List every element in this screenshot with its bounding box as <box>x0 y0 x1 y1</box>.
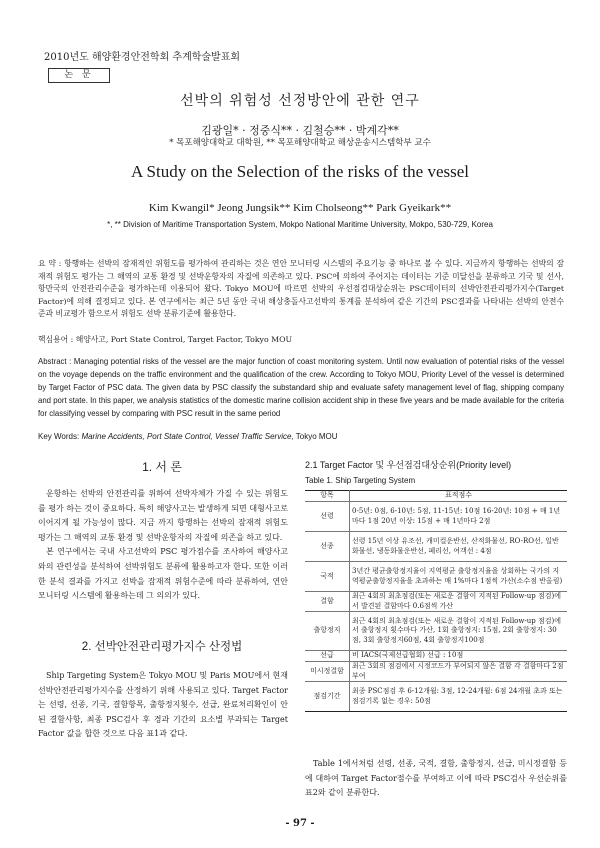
score-cell: 3년간 평균출항정지율이 지역평균 출항정지율을 상회하는 국가의 지역평균출항정지율을 초과하는 매 1%마다 1점씩 가산(소수점 반올림) <box>350 562 568 592</box>
item-cell: 선령 <box>305 502 350 532</box>
table-header-row <box>305 491 567 502</box>
section-2-body: Ship Targeting System은 Tokyo MOU 및 Paris MOU에서 현재 선박안전관리평가지수를 산정하기 위해 사용되고 있다. Target Factor 는 선령, 선종, 기국, 결함항목, 출항정지횟수, 선급, 완료처리확인이 안된 결함사항, 최종 PSC검사 후 경과 기간의 요소별 부과되는 Target Factor 값을 합한 것으로 다음 표1과 같다. <box>38 671 288 739</box>
item-cell: 점검기간 <box>305 682 350 712</box>
table-row <box>305 592 567 612</box>
title-english: A Study on the Selection of the risks of the vessel <box>130 162 470 181</box>
authors-english: Kim Kwangil* Jeong Jungsik** Kim Cholseong** Park Gyeikark** <box>148 202 452 214</box>
score-cell: 비 IACS(국제선급협회) 선급 : 10점 <box>350 651 568 662</box>
keywords-label: Key Words: <box>38 432 80 441</box>
score-cell: 0-5년: 0점, 6-10년: 5점, 11-15년: 10점 16-20년: 10점 + 매 1년 마다 1점 20년 이상: 15점 + 매 1년마다 2점 <box>350 502 568 532</box>
keywords-english <box>38 432 564 441</box>
item-cell: 미시정결함 <box>305 662 350 682</box>
title-korean: 선박의 위험성 선정방안에 관한 연구 <box>180 93 420 109</box>
affiliation-english: *, ** Division of Maritime Transportation System, Mokpo National Maritime University, Mokpo, 530-729, Korea <box>107 220 493 229</box>
table-row <box>305 682 567 712</box>
table-row <box>305 532 567 562</box>
table-row <box>305 562 567 592</box>
keywords-last: Tokyo MOU <box>295 432 338 441</box>
column-header: 표적점수 <box>350 491 568 502</box>
item-cell: 선종 <box>305 532 350 562</box>
column-header: 항목 <box>305 491 350 502</box>
score-cell: 최근 4회의 최초점검(또는 새로운 결함이 지적된 Follow-up 점검)에서 출항정지 횟수마다 가산, 1회 출항정지: 15점, 2회 출항정지: 30점, 3회 출항정지60점, 4회 출항정지100점 <box>350 612 568 651</box>
authors-korean: 김광일* · 정중식** · 김철승** · 박계각** <box>201 124 399 137</box>
item-cell: 선급 <box>305 651 350 662</box>
abstract-english: Abstract : Managing potential risks of the vessel are the major function of coast monitoring system. Until now evaluation of potential risks of the vessel on the voyage depends on the traffic environment and the qualification of the crew. According to Tokyo MOU, Priority Level of the vessel is determined by Target Factor of PSC data. The given data by PSC classify the substandard ship and evaluate safety management level of flag, shipping company and port state. In this paper, we analysis statistics of the domestic marine collision accident ship in these five years and be made available for the criteria for classifying vessel by comparing with PSC result in the same period <box>38 357 564 418</box>
score-cell: 최근 4회의 최초점검(또는 새로운 결함이 지적된 Follow-up 점검)에서 발견된 결함마다 0.6점씩 가산 <box>350 592 568 612</box>
page-number: - 97 - <box>285 818 315 829</box>
section-1-heading: 1. 서 론 <box>142 460 182 474</box>
table-row <box>305 662 567 682</box>
item-cell: 국적 <box>305 562 350 592</box>
section-2-1-body: Table 1에서처럼 선령, 선종, 국적, 결함, 출항정지, 선급, 미시정결함 등에 대하여 Target Factor점수를 부여하고 이에 따라 PSC검사 우선순위를 표2와 같이 분류한다. <box>305 759 567 798</box>
section-2-1-heading: 2.1 Target Factor 및 우선점검대상순위(Priority level) <box>305 460 512 470</box>
proceedings-header: 2010년도 해양환경안전학회 추계학술발표회 <box>44 52 241 63</box>
keywords-items: Marine Accidents, Port State Control, Vessel Traffic Service, <box>81 432 294 441</box>
keywords-korean: 핵심용어 : 해양사고, Port State Control, Target Factor, Tokyo MOU <box>38 335 293 344</box>
abstract-korean: 요 약 : 항행하는 선박의 잠재적인 위험도를 평가하여 관리하는 것은 연안 모니터링 시스템의 주요기능 중 하나로 볼 수 있다. 지금까지 항행하는 선박의 잠재적 위험도 평가는 그 해역의 교통 환경 및 선박운항자의 자질에 의존하고 있다. PSC에 의하여 주어지는 데이터는 기준 미달선을 분류하고 기국 및 선사, 항만국의 안전관리수준을 평가하는데 이용되어 왔다. Tokyo MOU에 따르면 선박의 우선점검대상순위는 PSC데이터의 선박안전관리평가지수(Target Factor)에 의해 결정되고 있다. 본 연구에서는 최근 5년 동안 국내 해상충돌사고선박의 통계를 분석하여 같은 기간의 PSC결과를 나타내는 선박의 안전수준과 비교평가 함으로서 위험도 선박 분류기준에 활용한다. <box>38 259 565 318</box>
paragraph: 운항하는 선박의 안전관리를 위하여 선박자체가 가질 수 있는 위험도를 평가 하는 것이 중요하다. 특히 해양사고는 발생하게 되면 대형사고로 이어지게 될 가능성이 많다. 지금 까지 항행하는 선박의 잠재적 위험도 평가는 그 해역의 교통 환경 및 선박운항자의 자질에 의존을 하고 있다. <box>38 489 288 542</box>
table-row <box>305 502 567 532</box>
item-cell: 출항정지 <box>305 612 350 651</box>
ship-targeting-table <box>305 490 567 712</box>
table-row <box>305 612 567 651</box>
section-1-body <box>38 487 288 604</box>
paper-type-badge: 논 문 <box>48 68 110 83</box>
table-row <box>305 651 567 662</box>
table-caption: Table 1. Ship Targeting System <box>305 476 416 485</box>
paragraph: 본 연구에서는 국내 사고선박의 PSC 평가점수를 조사하여 해양사고와의 관련성을 분석하여 선박위험도 분류에 활용하고자 한다. 또한 이러한 분석 결과를 가지고 선박을 잠재적 위험수준에 따라 분류하여, 연안 모니터링 시스템에 활용하는데 그 의의가 있다. <box>38 547 288 601</box>
section-2-heading: 2. 선박안전관리평가지수 산정법 <box>81 641 243 653</box>
item-cell: 결함 <box>305 592 350 612</box>
score-cell: 최근 3회의 점검에서 시정코드가 부여되지 않은 결함 각 결함마다 2점 부여 <box>350 662 568 682</box>
affiliation-korean: * 목포해양대학교 대학원, ** 목포해양대학교 해상운송시스템학부 교수 <box>169 138 431 148</box>
score-cell: 선령 15년 이상 유조선, 캐미컬운반선, 산적화물선, RO-RO선, 일반화물선, 냉동화물운반선, 페리선, 여객선 : 4점 <box>350 532 568 562</box>
score-cell: 최종 PSC점검 후 6-12개월: 3점, 12-24개월: 6점 24개월 초과 또는 점검기록 없는 경우: 50점 <box>350 682 568 712</box>
